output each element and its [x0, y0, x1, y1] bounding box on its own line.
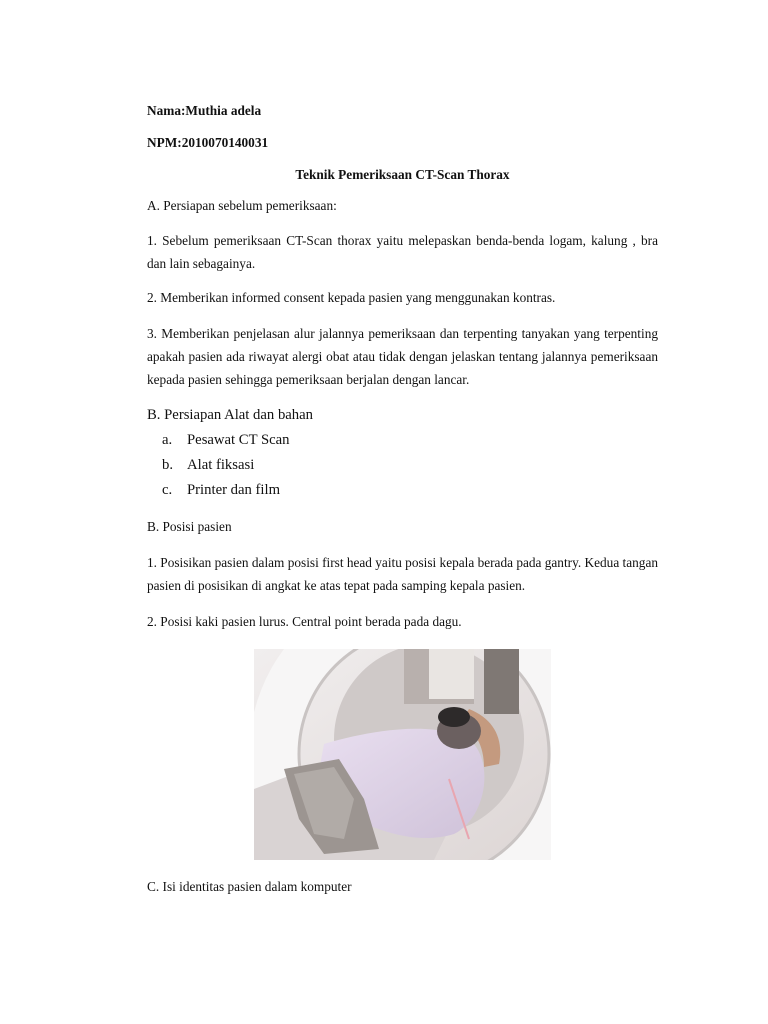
list-item-text: Alat fiksasi	[187, 457, 255, 473]
list-item-text: Printer dan film	[187, 482, 281, 498]
list-item	[162, 428, 290, 453]
list-item-text: Pesawat CT Scan	[187, 432, 290, 448]
section-c-heading: C. Isi identitas pasien dalam komputer	[147, 879, 352, 894]
section-a-item-1: 1. Sebelum pemeriksaan CT-Scan thorax yaitu melepaskan benda-benda logam, kalung , bra dan lain sebagainya.	[147, 233, 658, 271]
ct-scan-photo-illustration	[254, 649, 551, 860]
section-b-tools-heading: B. Persiapan Alat dan bahan	[147, 407, 314, 423]
list-marker: a.	[162, 432, 173, 448]
document-title: Teknik Pemeriksaan CT-Scan Thorax	[295, 167, 510, 182]
student-name: Nama:Muthia adela	[147, 103, 262, 118]
section-a-heading: A. Persiapan sebelum pemeriksaan:	[147, 198, 337, 213]
list-item	[162, 478, 290, 503]
list-marker: c.	[162, 482, 173, 498]
section-a-item-2: 2. Memberikan informed consent kepada pasien yang menggunakan kontras.	[147, 290, 556, 305]
section-b-position-item-1: 1. Posisikan pasien dalam posisi first head yaitu posisi kepala berada pada gantry. Kedua tangan pasien di posisikan di angkat ke atas tepat pada samping kepala pasien.	[147, 555, 658, 593]
student-npm: NPM:2010070140031	[147, 135, 269, 150]
list-marker: b.	[162, 457, 174, 473]
section-b-position-heading: B. Posisi pasien	[147, 519, 232, 534]
tools-list	[162, 428, 290, 503]
list-item	[162, 453, 290, 478]
patient-ct-position-photo	[254, 649, 551, 860]
section-b-position-item-2: 2. Posisi kaki pasien lurus. Central point berada pada dagu.	[147, 614, 462, 629]
section-a-item-3: 3. Memberikan penjelasan alur jalannya pemeriksaan dan terpenting tanyakan yang terpenting apakah pasien ada riwayat alergi obat atau tidak dengan jelaskan tentang jalannya pemeriksaan kepada pasien sehingga pemeriksaan berjalan dengan lancar.	[147, 326, 658, 387]
